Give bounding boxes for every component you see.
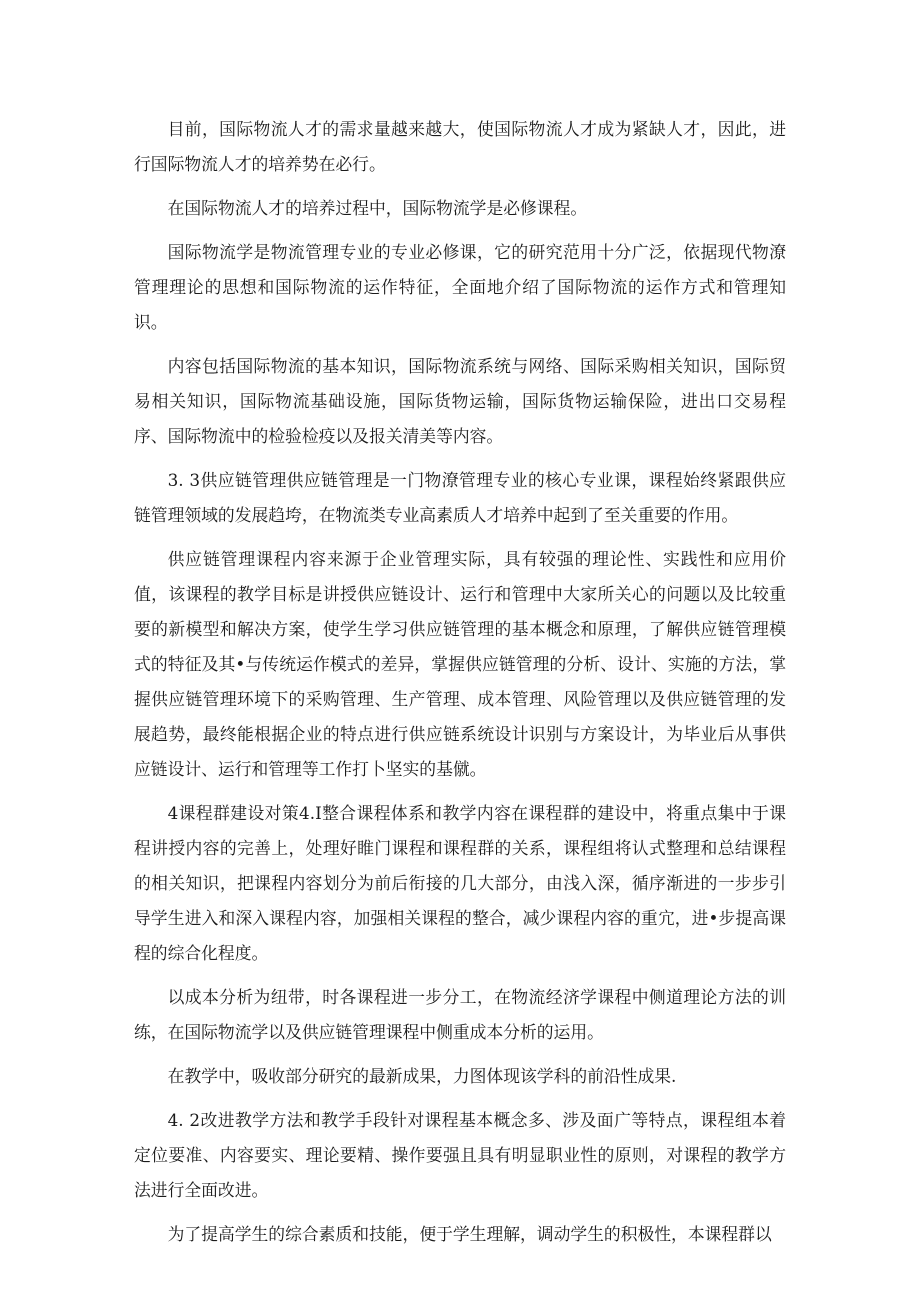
paragraph-5: 3. 3供应链管理供应链管理是一门物潦管理专业的核心专业课，课程始终紧跟供应链管理领域的发展趋垮，在物流类专业高素质人才培养中起到了至关重要的作用。 bbox=[134, 470, 786, 525]
paragraph-6: 供应链管理课程内容来源于企业管理实际，具有较强的理论性、实践性和应用价值，该课程的教学目标是讲授供应链设计、运行和管理中大家所关心的问题以及比较重要的新模型和解决方案，使学生学习供应链管理的基本概念和原理，了解供应链管理模式的特征及其•与传统运作模式的差异，掌握供应链管理的分析、设计、实施的方法，掌握供应链管理环境下的采购管理、生产管理、成本管理、风险管理以及供应链管理的发展趋势，最终能根据企业的特点进行供应链系统设计识别与方案设计，为毕业后从事供应链设计、运行和管理等工作打卜坚实的基僦。 bbox=[134, 549, 786, 779]
document-body bbox=[134, 112, 786, 1261]
paragraph-9: 在教学中，吸收部分研究的最新成果，力图体现该学科的前沿性成果. bbox=[167, 1066, 677, 1086]
paragraph-2: 在国际物流人才的培养过程中，国际物流学是必修课程。 bbox=[167, 198, 588, 218]
paragraph-11: 为了提高学生的综合素质和技能，便于学生理解，调动学生的积极性，本课程群以 bbox=[167, 1224, 772, 1244]
paragraph-4: 内容包括国际物流的基本知识，国际物流系统与网络、国际采购相关知识，国际贸易相关知识，国际物流基础设施，国际货物运输，国际货物运输保险，进出口交易程序、国际物流中的检验检疫以及报关清美等内容。 bbox=[134, 356, 786, 446]
paragraph-1: 目前，国际物流人才的需求量越来越大，使国际物流人才成为紧缺人才，因此，进行国际物流人才的培养势在必行。 bbox=[134, 119, 786, 174]
paragraph-8: 以成本分析为纽带，时各课程进一步分工，在物流经济学课程中侧道理论方法的训练，在国际物流学以及供应链管理课程中侧重成本分析的运用。 bbox=[134, 987, 786, 1042]
paragraph-7: 4课程群建设对策4.I整合课程体系和教学内容在课程群的建设中，将重点集中于课程讲授内容的完善上，处理好睢门课程和课程群的关系，课程组将认式整理和总结课程的相关知识，把课程内容划分为前后衔接的几大部分，由浅入深，循序渐进的一步步引导学生进入和深入课程内容，加强相关课程的整合，减少课程内容的重宂，进•步提高课程的综合化程度。 bbox=[134, 803, 786, 963]
paragraph-10: 4. 2改进教学方法和教学手段针对课程基本概念多、涉及面广等特点，课程组本着定位要准、内容要实、理论要精、操作要强且具有明显职业性的原则，对课程的教学方法进行全面改进。 bbox=[134, 1110, 786, 1200]
paragraph-3: 国际物流学是物流管理专业的专业必修课，它的研究范用十分广泛，依据现代物潦管理理论的思想和国际物流的运作特征，全面地介绍了国际物流的运作方式和管理知识。 bbox=[134, 242, 786, 332]
